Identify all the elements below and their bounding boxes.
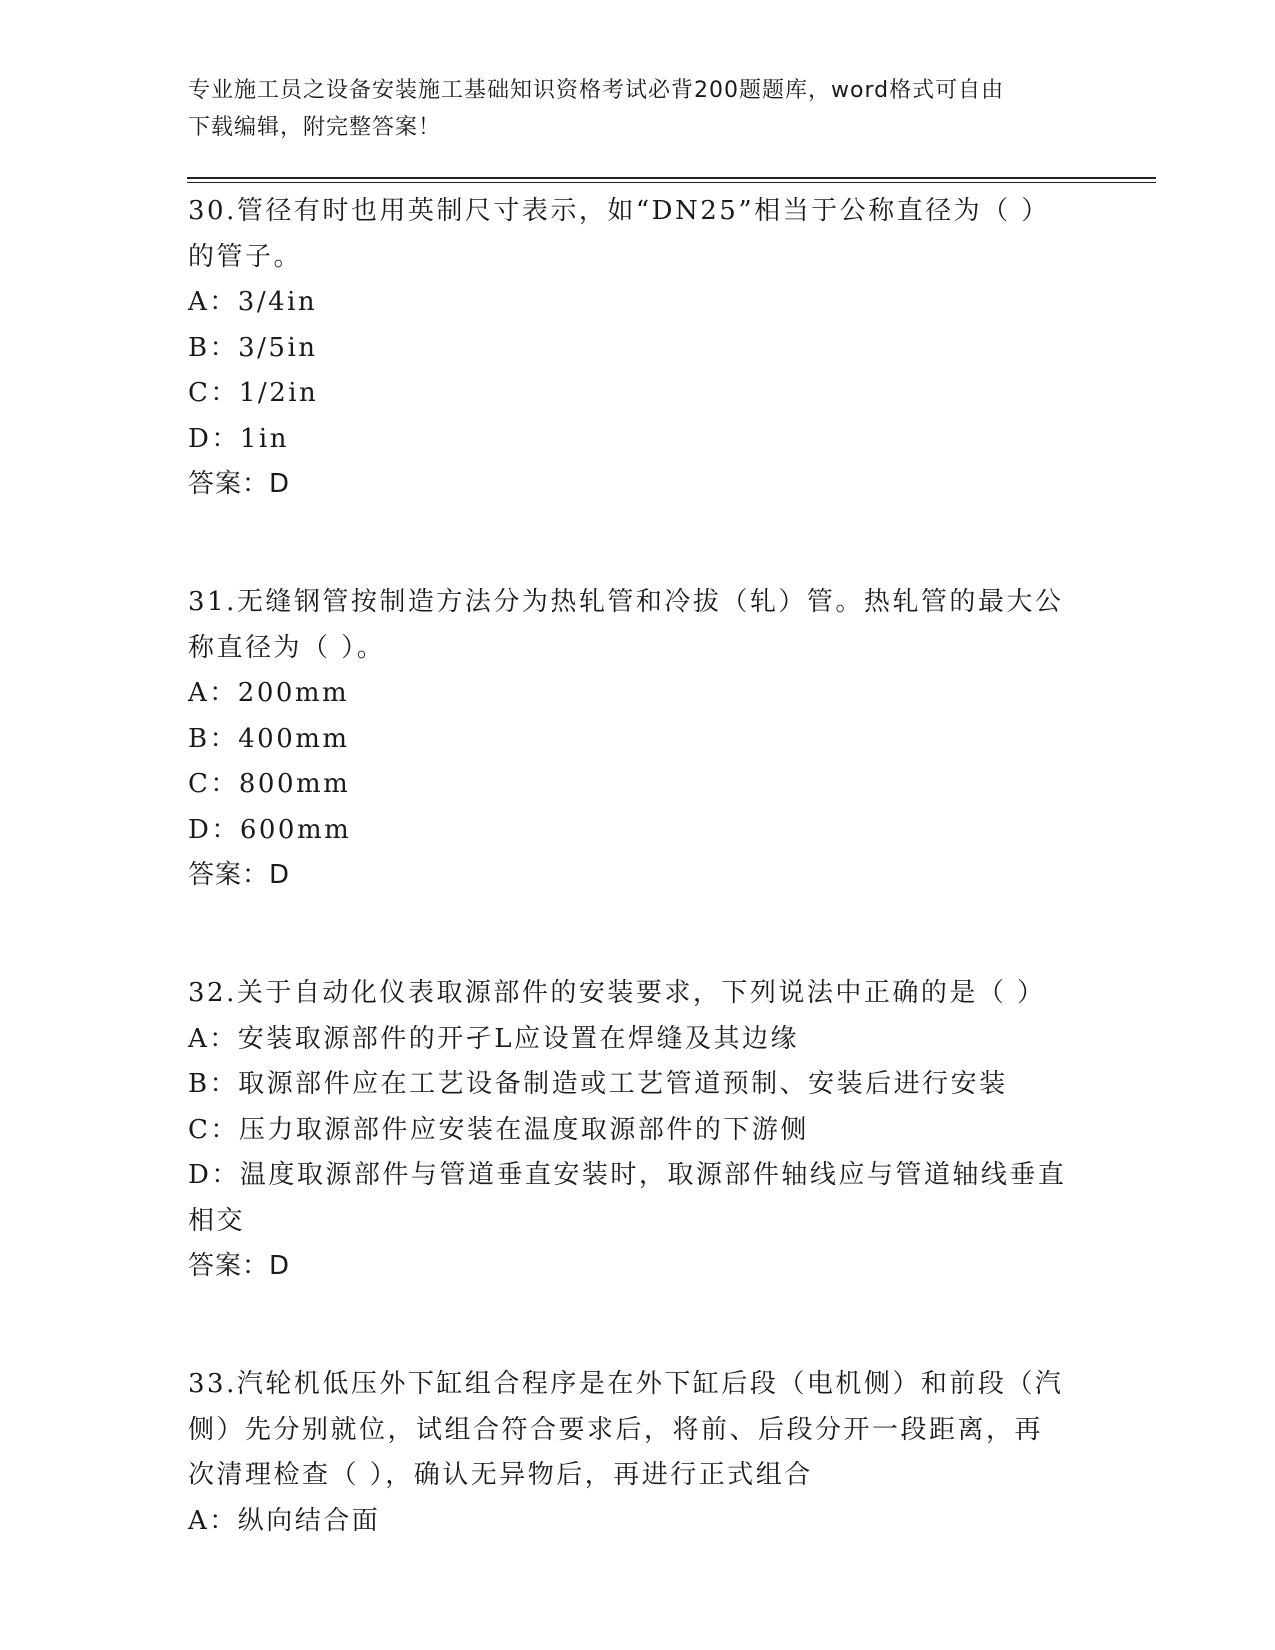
option-d: D：温度取源部件与管道垂直安装时，取源部件轴线应与管道轴线垂直 相交 bbox=[188, 1160, 1067, 1236]
question-spacer bbox=[188, 897, 1078, 971]
option-a: A：安装取源部件的开孑L应设置在焊缝及其边缘 bbox=[188, 1023, 800, 1054]
answer: 答案：D bbox=[188, 469, 291, 499]
question-30 bbox=[188, 189, 1078, 506]
header-divider-thick bbox=[187, 177, 1156, 179]
question-stem: 32.关于自动化仪表取源部件的安装要求，下列说法中正确的是（ ） bbox=[188, 978, 1046, 1008]
option-d: D：600mm bbox=[188, 814, 352, 845]
option-a: A：纵向结合面 bbox=[188, 1505, 381, 1536]
question-stem: 30.管径有时也用英制尺寸表示，如“DN25”相当于公称直径为（ ） 的管子。 bbox=[188, 196, 1050, 272]
question-33 bbox=[188, 1362, 1078, 1544]
answer: 答案：D bbox=[188, 1251, 291, 1281]
question-spacer bbox=[188, 1288, 1078, 1362]
header-line-1: 专业施工员之设备安装施工基础知识资格考试必背200题题库，word格式可自由 bbox=[188, 78, 1005, 103]
document-header bbox=[188, 72, 1068, 146]
header-divider-thin bbox=[187, 182, 1156, 183]
option-d: D：1in bbox=[188, 423, 289, 454]
option-b: B：取源部件应在工艺设备制造或工艺管道预制、安装后进行安装 bbox=[188, 1069, 1008, 1099]
option-c: C：压力取源部件应安装在温度取源部件的下游侧 bbox=[188, 1114, 809, 1145]
option-b: B：400mm bbox=[188, 723, 350, 754]
question-32 bbox=[188, 971, 1078, 1288]
question-stem: 33.汽轮机低压外下缸组合程序是在外下缸后段（电机侧）和前段（汽 侧）先分别就位，试组合符合要求后，将前、后段分开一段距离，再 次清理检查（ ），确认无异物后，再进行正式组合 bbox=[188, 1369, 1064, 1490]
question-31 bbox=[188, 580, 1078, 897]
option-a: A：3/4in bbox=[188, 287, 318, 317]
question-spacer bbox=[188, 506, 1078, 580]
option-c: C：800mm bbox=[188, 769, 351, 799]
header-line-2: 下载编辑，附完整答案！ bbox=[188, 115, 442, 140]
option-a: A：200mm bbox=[188, 678, 350, 708]
option-c: C：1/2in bbox=[188, 378, 319, 408]
option-b: B：3/5in bbox=[188, 332, 318, 363]
answer: 答案：D bbox=[188, 860, 291, 890]
question-stem: 31.无缝钢管按制造方法分为热轧管和冷拔（轧）管。热轧管的最大公 称直径为（ ）。 bbox=[188, 587, 1064, 663]
question-list bbox=[188, 189, 1078, 1544]
